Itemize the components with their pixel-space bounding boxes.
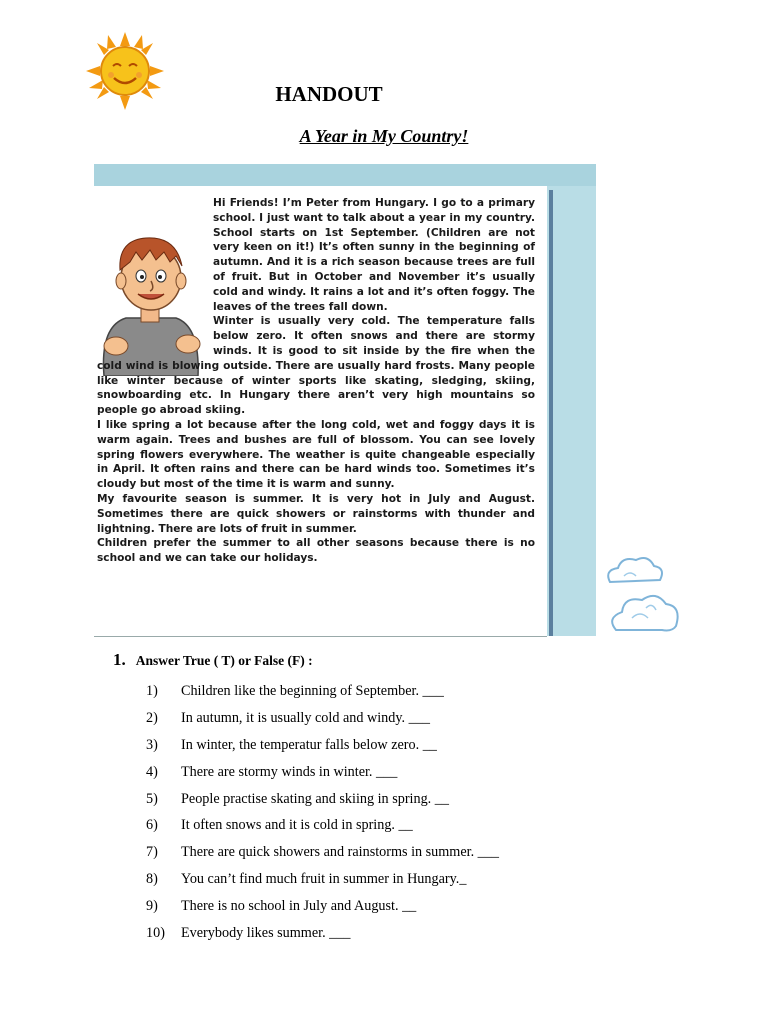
question-number: 6) (146, 817, 158, 834)
story-closing: Children prefer the summer to all other seasons because there is no school and we can take our holidays. (97, 537, 535, 565)
question-text: People practise skating and skiing in spring. __ (181, 790, 449, 807)
clouds-icon (602, 552, 680, 640)
question-number: 1) (146, 683, 158, 699)
question-number: 4) (146, 763, 158, 780)
story-text (97, 196, 535, 566)
question-item (146, 920, 499, 947)
question-text: There are stormy winds in winter. ___ (181, 763, 398, 780)
illustration-space (97, 196, 213, 344)
story-intro: Hi Friends! I’m Peter from Hungary. I go to a primary school. I just want to talk about a year in my country. School starts on 1st September. (Children are not very keen on it!) It’s often sunny in the beginning of autumn. And it is a rich season because trees are full of fruit. But in October and November it’s usually cold and windy. It rains a lot and it’s often foggy. The leaves of the trees fall down. (213, 197, 535, 313)
question-item (146, 812, 499, 839)
reading-panel (94, 164, 596, 636)
question-text: There are quick showers and rainstorms in summer. ___ (181, 844, 499, 861)
question-item (146, 839, 499, 866)
reading-card (94, 186, 547, 637)
story-summer: My favourite season is summer. It is very hot in July and August. Sometimes there are quick showers or rainstorms with thunder and lightning. There are lots of fruit in summer. (97, 492, 535, 535)
question-text: In autumn, it is usually cold and windy. ___ (181, 709, 430, 726)
question-item (146, 866, 499, 893)
question-item (146, 732, 499, 759)
panel-shadow (549, 190, 553, 636)
page-subtitle: A Year in My Country! (299, 126, 469, 146)
question-number: 8) (146, 871, 158, 888)
exercise-heading (113, 650, 313, 670)
question-number: 2) (146, 709, 158, 726)
question-number: 9) (146, 898, 158, 915)
question-item (146, 678, 499, 705)
exercise-number: 1. (113, 650, 126, 669)
question-item (146, 705, 499, 732)
exercise-instruction: Answer True ( T) or False (F) : (135, 653, 313, 668)
question-text: In winter, the temperatur falls below zero. __ (181, 736, 437, 753)
question-list (146, 678, 499, 947)
question-text: You can’t find much fruit in summer in Hungary._ (181, 871, 467, 888)
question-text: There is no school in July and August. __ (181, 898, 417, 915)
story-spring: I like spring a lot because after the long cold, wet and foggy days it is warm again. Trees and bushes are full of blossom. You can see lovely spring flowers everywhere. The weather is quite changeable especially in April. It often rains and there can be hard winds too. Sometimes it’s cloudy but most of the time it is warm and sunny. (97, 418, 535, 491)
story-winter: Winter is usually very cold. The temperature falls below zero. It often snows and there are stormy winds. It is good to sit inside by the fire when the cold wind is blowing outside. There are usually hard frosts. Many people like winter because of winter sports like skating, sledging, skiing, snowboarding etc. In Hungary there aren’t very high mountains so people go abroad skiing. (97, 315, 535, 417)
question-text: Everybody likes summer. ___ (181, 925, 351, 942)
question-item (146, 759, 499, 786)
question-number: 5) (146, 790, 158, 807)
question-text: Children like the beginning of September. ___ (181, 683, 444, 699)
panel-top-band (94, 164, 596, 186)
question-number: 10) (146, 925, 165, 942)
page-title: HANDOUT (275, 82, 383, 106)
question-text: It often snows and it is cold in spring. __ (181, 817, 413, 834)
question-item (146, 893, 499, 920)
question-number: 3) (146, 736, 158, 753)
question-item (146, 786, 499, 813)
question-number: 7) (146, 844, 158, 861)
